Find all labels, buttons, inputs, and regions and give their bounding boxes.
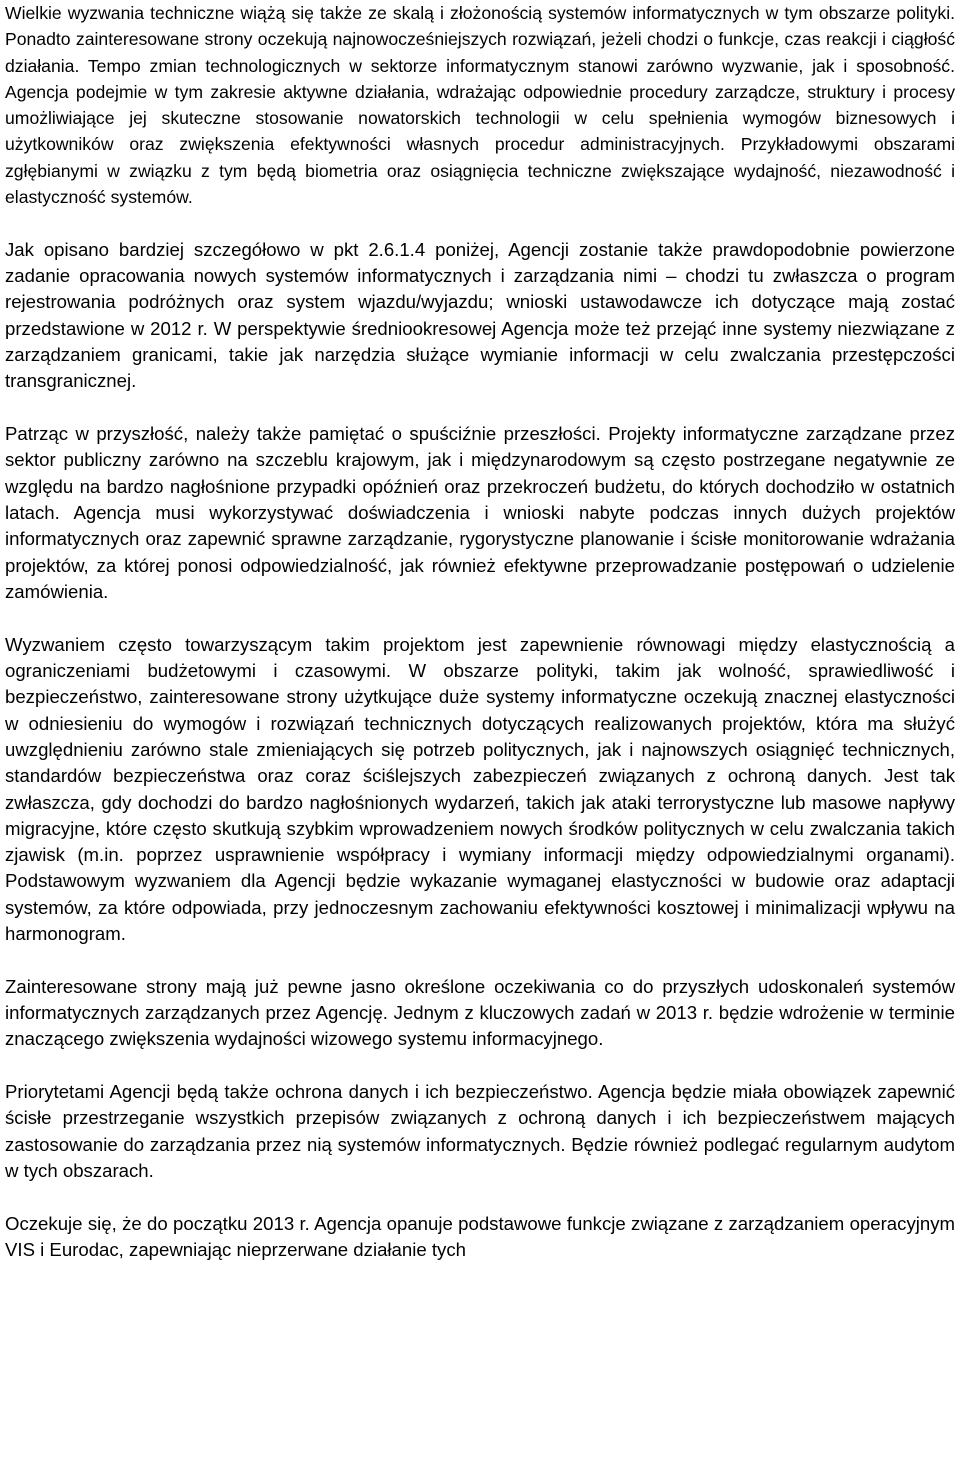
sentence: Wyzwaniem często towarzyszącym takim projektom jest zapewnienie równowagi między elastycznością a ograniczeniami budżetowymi i czasowymi. — [5, 633, 955, 682]
sentence: Będzie również podlegać regularnym audytom w tych obszarach. — [5, 1133, 955, 1182]
sentence: Oczekuje się, że do początku 2013 r. Agencja opanuje podstawowe funkcje związane z zarządzaniem operacyjnym VIS i Eurodac, zapewniając nieprzerwane działanie tych — [5, 1212, 955, 1261]
paragraph-1 — [5, 0, 955, 210]
paragraph-5 — [5, 974, 955, 1053]
paragraph-4 — [5, 632, 955, 948]
sentence: W obszarze polityki, takim jak wolność, sprawiedliwość i bezpieczeństwo, zainteresowane strony użytkujące duże systemy informatyczne oczekują znacznej elastyczności w odniesieniu do wymogów i rozwiązań technicznych dotyczących realizowanych projektów, która ma służyć uwzględnieniu zarówno stale zmieniających się potrzeb politycznych, jak i najnowszych osiągnięć technicznych, standardów bezpieczeństwa oraz coraz ściślejszych zabezpieczeń związanych z ochroną danych. — [5, 660, 956, 787]
paragraph-2 — [5, 237, 955, 395]
sentence: Jednym z kluczowych zadań w 2013 r. będzie wdrożenie w terminie znaczącego zwiększenia wydajności wizowego systemu informacyjnego. — [5, 1002, 955, 1050]
paragraph-3 — [5, 421, 955, 605]
sentence: Agencja musi wykorzystywać doświadczenia i wnioski nabyte podczas innych dużych projektów informatycznych oraz zapewnić sprawne zarządzanie, rygorystyczne planowanie i ścisłe monitorowanie wdrażania projektów, za której ponosi odpowiedzialność, jak również efektywne przeprowadzanie postępowań o udzielenie zamówienia. — [5, 502, 956, 602]
sentence: Zainteresowane strony mają już pewne jasno określone oczekiwania co do przyszłych udoskonaleń systemów informatycznych zarządzanych przez Agencję. — [5, 975, 955, 1024]
sentence: W perspektywie średniookresowej Agencja może też przejąć inne systemy niezwiązane z zarządzaniem granicami, takie jak narzędzia służące wymianie informacji w celu zwalczania przestępczości transgranicznej. — [5, 317, 955, 392]
sentence: Agencja będzie miała obowiązek zapewnić ścisłe przestrzeganie wszystkich przepisów związanych z ochroną danych i ich bezpieczeństwem mających zastosowanie do zarządzania przez nią systemów informatycznych. — [5, 1081, 955, 1155]
document-page — [5, 0, 955, 1263]
sentence: Przykładowymi obszarami zgłębianymi w związku z tym będą biometria oraz osiągnięcia techniczne zwiększające wydajność, niezawodność i elastyczność systemów. — [5, 134, 956, 208]
paragraph-6 — [5, 1079, 955, 1184]
sentence: Ponadto zainteresowane strony oczekują najnowocześniejszych rozwiązań, jeżeli chodzi o funkcje, czas reakcji i ciągłość działania. — [5, 29, 955, 76]
sentence: Jest tak zwłaszcza, gdy dochodzi do bardzo nagłośnionych wydarzeń, takich jak ataki terrorystyczne lub masowe napływy migracyjne, które często skutkują szybkim wprowadzeniem nowych środków politycznych w celu zwalczania takich zjawisk (m.in. poprzez usprawnienie współpracy i wymiany informacji między odpowiedzialnymi organami). — [5, 765, 955, 866]
sentence: Projekty informatyczne zarządzane przez sektor publiczny zarówno na szczeblu krajowym, jak i międzynarodowym są często postrzegane negatywnie ze względu na bardzo nagłośnione przypadki opóźnień oraz przekroczeń budżetu, do których dochodziło w ostatnich latach. — [5, 423, 955, 524]
paragraph-7 — [5, 1211, 955, 1264]
sentence: Podstawowym wyzwaniem dla Agencji będzie wykazanie wymaganej elastyczności w budowie oraz adaptacji systemów, za które odpowiada, przy jednoczesnym zachowaniu efektywności kosztowej i minimalizacji wpływu na harmonogram. — [5, 870, 955, 944]
sentence: Tempo zmian technologicznych w sektorze informatycznym stanowi zarówno wyzwanie, jak i sposobność. — [87, 55, 955, 76]
sentence: Jak opisano bardziej szczegółowo w pkt 2.6.1.4 poniżej, Agencji zostanie także prawdopodobnie powierzone zadanie opracowania nowych systemów informatycznych i zarządzania nimi – chodzi tu zwłaszcza o program rejestrowania podróżnych oraz system wjazdu/wyjazdu; wnioski ustawodawcze ich dotyczące mają zostać przedstawione w 2012 r. — [5, 238, 955, 339]
sentence: Priorytetami Agencji będą także ochrona danych i ich bezpieczeństwo. — [5, 1081, 593, 1103]
sentence: Agencja podejmie w tym zakresie aktywne działania, wdrażając odpowiednie procedury zarządcze, struktury i procesy umożliwiające jej skuteczne stosowanie nowatorskich technologii w celu spełnienia wymogów biznesowych i użytkowników oraz zwiększenia efektywności własnych procedur administracyjnych. — [5, 81, 955, 155]
sentence: Patrząc w przyszłość, należy także pamiętać o spuściźnie przeszłości. — [5, 423, 601, 445]
sentence: Wielkie wyzwania techniczne wiążą się także ze skalą i złożonością systemów informatycznych w tym obszarze polityki. — [5, 3, 955, 23]
